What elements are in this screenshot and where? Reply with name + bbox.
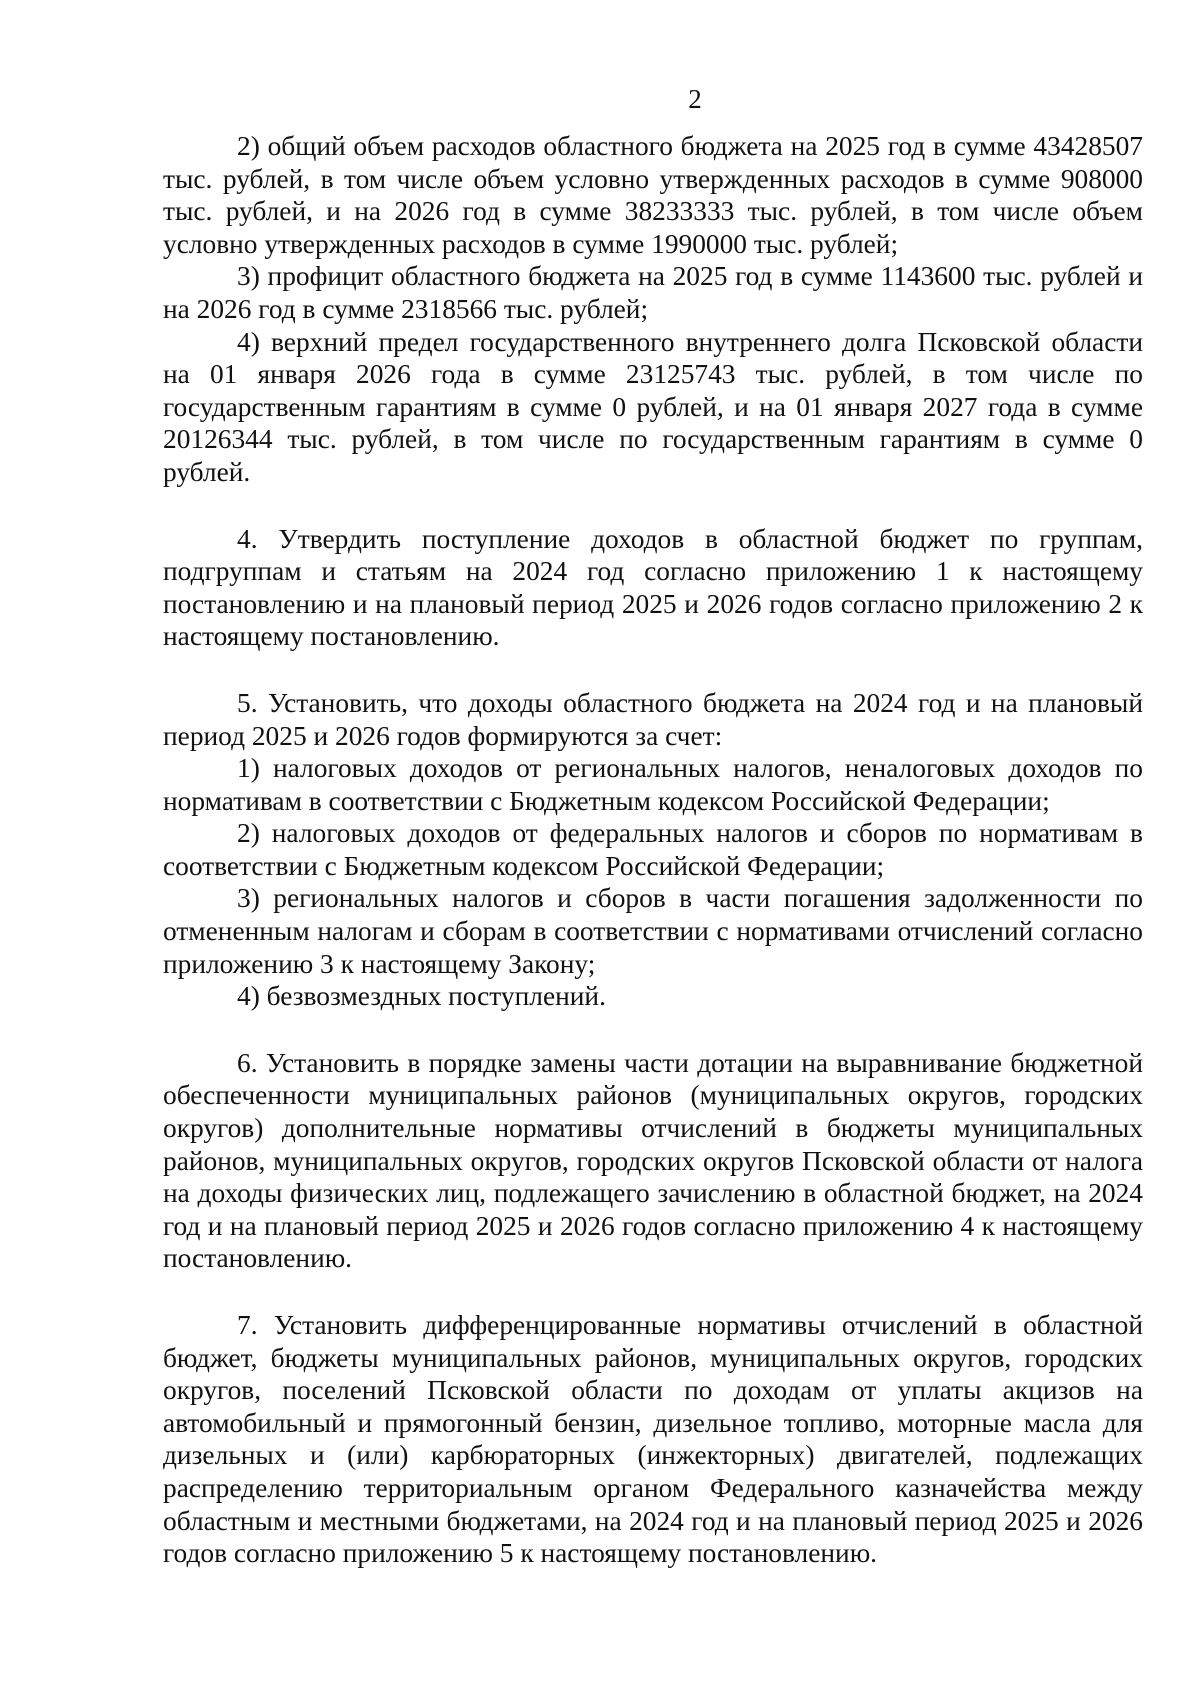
paragraph-item-2-expenditures: 2) общий объем расходов областного бюджета на 2025 год в сумме 43428507 тыс. рублей, в том числе объем условно утвержденных расходов в сумме 908000 тыс. рублей, и на 2026 год в сумме 38233333 тыс. рублей, в том числе объем условно утвержденных расходов в сумме 1990000 тыс. рублей;: [163, 131, 1143, 259]
paragraph-section-5-item-2: 2) налоговых доходов от федеральных налогов и сборов по нормативам в соответствии с Бюджетным кодексом Российской Федерации;: [163, 818, 1143, 881]
paragraph-section-5-item-3: 3) региональных налогов и сборов в части погашения задолженности по отмененным налогам и сборам в соответствии с нормативами отчислений согласно приложению 3 к настоящему Закону;: [163, 883, 1143, 979]
paragraph-spacer: [163, 1013, 1143, 1047]
paragraph-section-7: 7. Установить дифференцированные нормативы отчислений в областной бюджет, бюджеты муниципальных районов, муниципальных округов, городских округов, поселений Псковской области по доходам от уплаты акцизов на автомобильный и прямогонный бензин, дизельное топливо, моторные масла для дизельных и (или) карбюраторных (инжекторных) двигателей, подлежащих распределению территориальным органом Федерального казначейства между областным и местными бюджетами, на 2024 год и на плановый период 2025 и 2026 годов согласно приложению 5 к настоящему постановлению.: [163, 1310, 1143, 1569]
paragraph-section-5: 5. Установить, что доходы областного бюджета на 2024 год и на плановый период 2025 и 2026 годов формируются за счет:: [163, 687, 1143, 751]
paragraph-spacer: [163, 489, 1143, 523]
page-number: 2: [688, 84, 702, 114]
paragraph-section-5-item-4: 4) безвозмездных поступлений.: [237, 981, 606, 1012]
paragraph-section-6: 6. Установить в порядке замены части дотации на выравнивание бюджетной обеспеченности муниципальных районов (муниципальных округов, городских округов) дополнительные нормативы отчислений в бюджеты муниципальных районов, муниципальных округов, городских округов Псковской области от налога на доходы физических лиц, подлежащего зачислению в областной бюджет, на 2024 год и на плановый период 2025 и 2026 годов согласно приложению 4 к настоящему постановлению.: [163, 1047, 1143, 1274]
paragraph-item-3-surplus: 3) профицит областного бюджета на 2025 год в сумме 1143600 тыс. рублей и на 2026 год в сумме 2318566 тыс. рублей;: [163, 261, 1143, 324]
paragraph-spacer: [163, 653, 1143, 687]
document-body: [163, 130, 1143, 1570]
paragraph-spacer: [163, 1275, 1143, 1309]
paragraph-section-4: 4. Утвердить поступление доходов в областной бюджет по группам, подгруппам и статьям на 2024 год согласно приложению 1 к настоящему постановлению и на плановый период 2025 и 2026 годов согласно приложению 2 к настоящему постановлению.: [163, 523, 1143, 652]
paragraph-section-5-item-1: 1) налоговых доходов от региональных налогов, неналоговых доходов по нормативам в соответствии с Бюджетным кодексом Российской Федерации;: [163, 753, 1143, 816]
paragraph-item-4-debt-limit: 4) верхний предел государственного внутреннего долга Псковской области на 01 января 2026 года в сумме 23125743 тыс. рублей, в том числе по государственным гарантиям в сумме 0 рублей, и на 01 января 2027 года в сумме 20126344 тыс. рублей, в том числе по государственным гарантиям в сумме 0 рублей.: [163, 326, 1143, 487]
